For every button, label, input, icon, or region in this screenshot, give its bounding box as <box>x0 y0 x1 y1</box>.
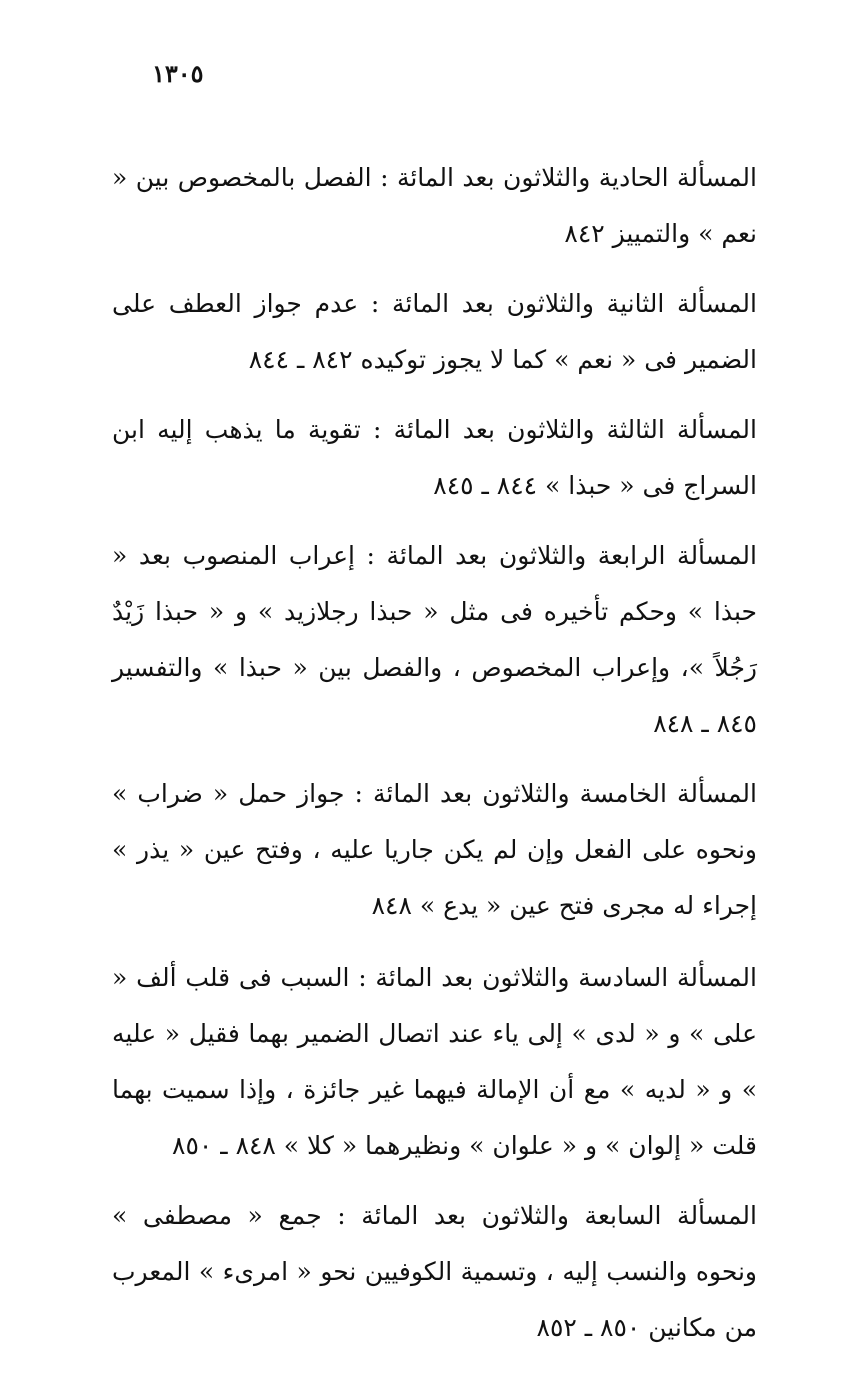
index-entry-137: المسألة السابعة والثلاثون بعد المائة : جمع « مصطفى » ونحوه والنسب إليه ، وتسمية الكوفيين نحو « امرىء » المعرب من مكانين ٨٥٠ ـ ٨٥٢ <box>112 1201 757 1342</box>
index-entry-131: المسألة الحادية والثلاثون بعد المائة : الفصل بالمخصوص بين « نعم » والتمييز ٨٤٢ <box>112 163 757 248</box>
index-entry-133: المسألة الثالثة والثلاثون بعد المائة : تقوية ما يذهب إليه ابن السراج فى « حبذا » ٨٤٤ ـ ٨٤٥ <box>112 415 757 500</box>
index-entries <box>112 150 757 1376</box>
index-entry-136: المسألة السادسة والثلاثون بعد المائة : السبب فى قلب ألف « على » و « لدى » إلى ياء عند اتصال الضمير بهما فقيل « عليه » و « لديه » مع أن الإمالة فيهما غير جائزة ، وإذا سميت بهما قلت « إلوان » و « علوان » ونظيرهما « كلا » ٨٤٨ ـ ٨٥٠ <box>112 963 757 1160</box>
index-entry-132: المسألة الثانية والثلاثون بعد المائة : عدم جواز العطف على الضمير فى « نعم » كما لا يجوز توكيده ٨٤٢ ـ ٨٤٤ <box>112 289 757 374</box>
page-number: ١٣٠٥ <box>152 59 204 88</box>
index-entry-135: المسألة الخامسة والثلاثون بعد المائة : جواز حمل « ضراب » ونحوه على الفعل وإن لم يكن جاريا عليه ، وفتح عين « يذر » إجراء له مجرى فتح عين « يدع » ٨٤٨ <box>112 779 757 920</box>
index-entry-134: المسألة الرابعة والثلاثون بعد المائة : إعراب المنصوب بعد « حبذا » وحكم تأخيره فى مثل « حبذا رجلازيد » و « حبذا زَيْدٌ رَجُلاً »، وإعراب المخصوص ، والفصل بين « حبذا » والتفسير ٨٤٥ ـ ٨٤٨ <box>112 541 757 738</box>
